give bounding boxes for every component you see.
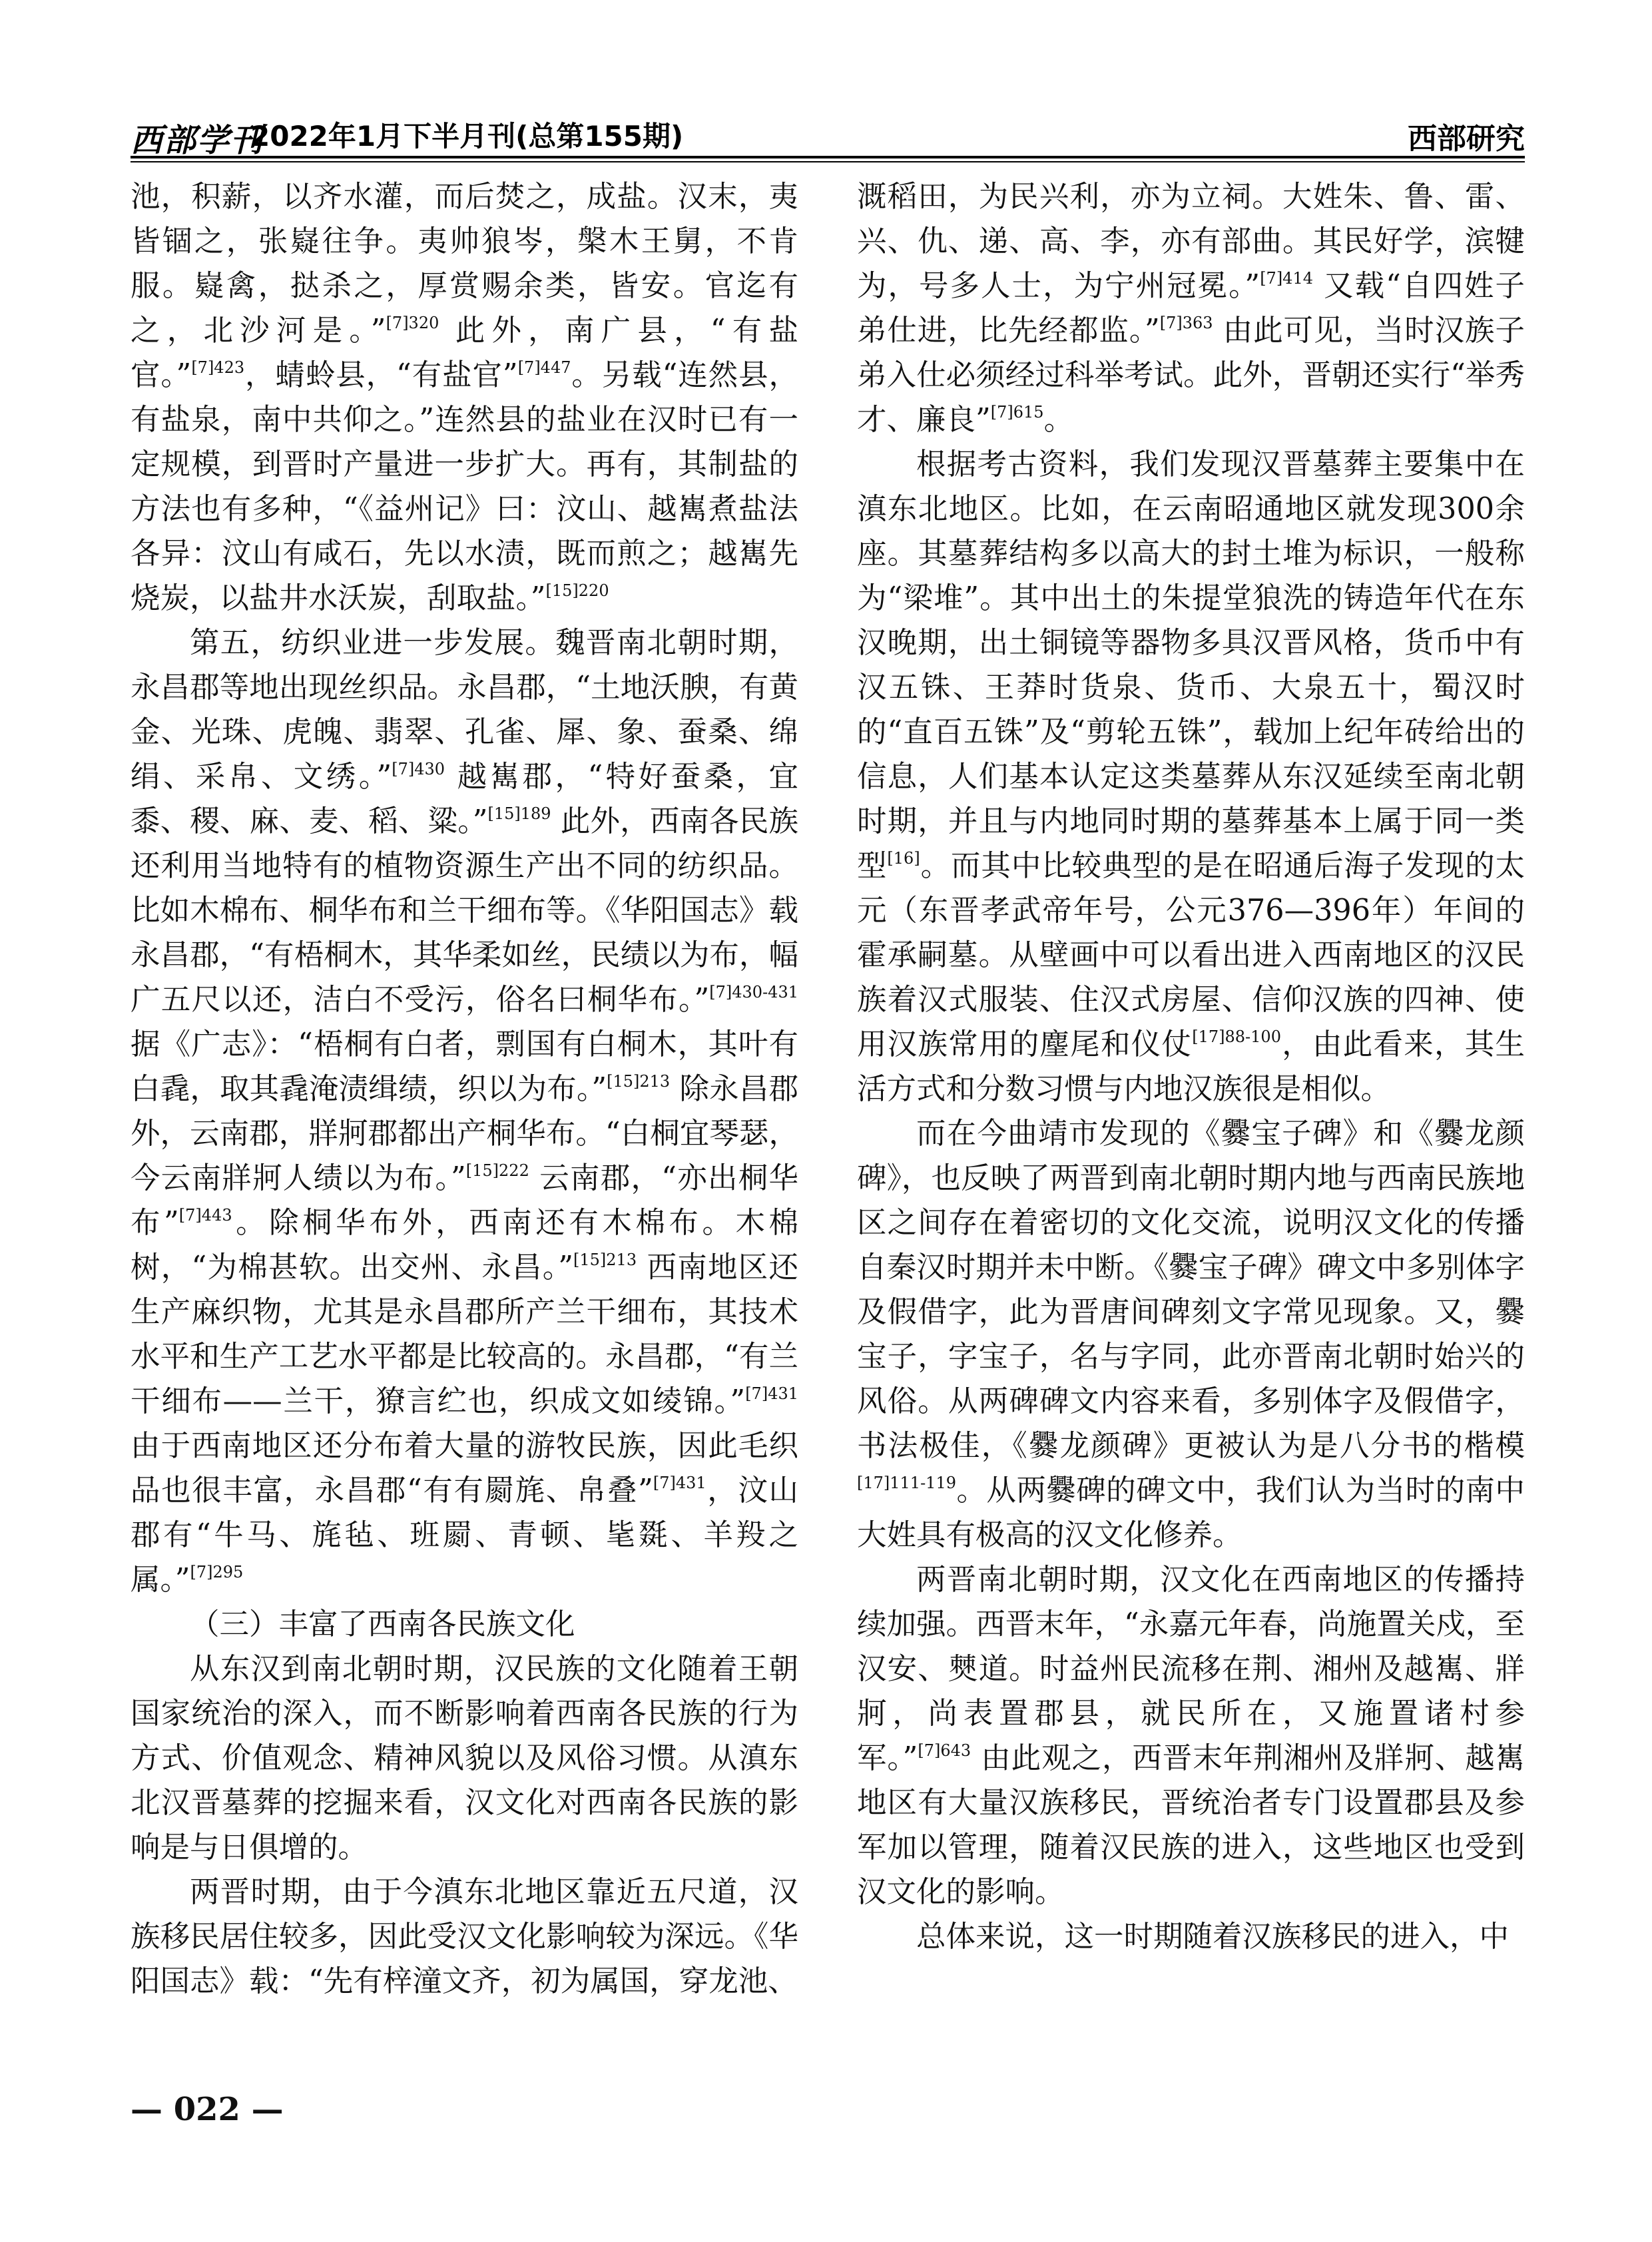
text-run: 两晋时期，由于今滇东北地区靠近五尺道，汉族移民居住较多，因此受汉文化影响较为深远。《华阳国志》载：“先有梓潼文齐，初为属国，穿龙池、 bbox=[131, 1875, 798, 1998]
text-run: 而在今曲靖市发现的《爨宝子碑》和《爨龙颜碑》，也反映了两晋到南北朝时期内地与西南民族地区之间存在着密切的文化交流，说明汉文化的传播自秦汉时期并未中断。《爨宝子碑》碑文中多别体字及假借字，此为晋唐间碑刻文字常见现象。又，爨宝子，字宝子，名与字同，此亦晋南北朝时始兴的风俗。从两碑碑文内容来看，多别体字及假借字，书法极佳，《爨龙颜碑》更被认为是八分书的楷模 bbox=[857, 1117, 1525, 1463]
citation-ref: [15]213 bbox=[573, 1251, 637, 1270]
citation-ref: [15]189 bbox=[487, 804, 551, 824]
text-run: 由此观之，西晋末年荆湘州及牂牁、越嶲地区有大量汉族移民，晋统治者专门设置郡县及参军加以管理，随着汉民族的进入，这些地区也受到汉文化的影响。 bbox=[857, 1741, 1525, 1909]
text-run: 。 bbox=[1043, 403, 1074, 437]
citation-ref: [7]443 bbox=[178, 1206, 232, 1225]
text-run: 。除桐华布外，西南还有木棉布。木棉树，“为棉甚软。出交州、永昌。” bbox=[131, 1206, 798, 1284]
citation-ref: [7]431 bbox=[653, 1474, 706, 1493]
body-paragraph bbox=[857, 1111, 1525, 1557]
citation-ref: [7]643 bbox=[918, 1741, 971, 1761]
journal-logo: 西部学刊 bbox=[131, 122, 264, 159]
section-heading: （三）丰富了西南各民族文化 bbox=[190, 1607, 575, 1641]
citation-ref: [7]363 bbox=[1159, 314, 1213, 333]
body-paragraph bbox=[857, 1914, 1525, 1959]
text-run: 此外，西南各民族还利用当地特有的植物资源生产出不同的纺织品。比如木棉布、桐华布和兰干细布等。《华阳国志》载永昌郡，“有梧桐木，其华柔如丝，民绩以为布，幅广五尺以还，洁白不受污，俗名曰桐华布。” bbox=[131, 804, 798, 1017]
text-run: 越嶲郡，“特好蚕桑，宜黍、稷、麻、麦、稻、粱。” bbox=[131, 760, 798, 838]
text-run: 溉稻田，为民兴利，亦为立祠。大姓朱、鲁、雷、兴、仇、递、高、李，亦有部曲。其民好学，滨犍为，号多人士，为宁州冠冕。” bbox=[857, 180, 1525, 303]
citation-ref: [15]222 bbox=[465, 1161, 529, 1181]
section-title: 西部研究 bbox=[1408, 122, 1525, 156]
text-run: 云南郡，“亦出桐华布” bbox=[131, 1161, 798, 1240]
page-number: — 022 — bbox=[131, 2091, 284, 2128]
text-run: 除永昌郡外，云南郡，牂牁郡都出产桐华布。“白桐宜琴瑟，今云南牂牁人绩以为布。” bbox=[131, 1072, 798, 1195]
text-run: ，汶山郡有“牛马、旄毡、班罽、青顿、毞毲、羊羖之属。” bbox=[131, 1474, 798, 1597]
issue-info: 2022年1月下半月刊(总第155期) bbox=[250, 120, 684, 152]
body-paragraph bbox=[131, 1647, 798, 1870]
text-run: 根据考古资料，我们发现汉晋墓葬主要集中在滇东北地区。比如，在云南昭通地区就发现300余座。其墓葬结构多以高大的封土堆为标识，一般称为“梁堆”。其中出土的朱提堂狼洗的铸造年代在东汉晚期，出土铜镜等器物多具汉晋风格，货币中有汉五铢、王莽时货泉、货币、大泉五十，蜀汉时的“直百五铢”及“剪轮五铢”，载加上纪年砖给出的信息，人们基本认定这类墓葬从东汉延续至南北朝时期，并且与内地同时期的墓葬基本上属于同一类型 bbox=[857, 447, 1525, 883]
body-paragraph bbox=[857, 1557, 1525, 1914]
text-run: ，蜻蛉县，“有盐官” bbox=[244, 358, 518, 392]
body-paragraph bbox=[131, 621, 798, 1602]
text-run: 从东汉到南北朝时期，汉民族的文化随着王朝国家统治的深入，而不断影响着西南各民族的行为方式、价值观念、精神风貌以及风俗习惯。从滇东北汉晋墓葬的挖掘来看，汉文化对西南各民族的影响是与日俱增的。 bbox=[131, 1652, 798, 1864]
body-paragraph bbox=[857, 174, 1525, 442]
citation-ref: [7]447 bbox=[517, 358, 571, 378]
citation-ref: [17]111-119 bbox=[857, 1474, 956, 1493]
text-run: 。而其中比较典型的是在昭通后海子发现的太元（东晋孝武帝年号，公元376—396年）年间的霍承嗣墓。从壁画中可以看出进入西南地区的汉民族着汉式服装、住汉式房屋、信仰汉族的四神、使用汉族常用的麈尾和仪仗 bbox=[857, 849, 1525, 1061]
citation-ref: [7]615 bbox=[990, 403, 1044, 422]
citation-ref: [7]320 bbox=[386, 314, 439, 333]
running-header bbox=[131, 105, 1525, 161]
text-run: 总体来说，这一时期随着汉族移民的进入，中 bbox=[916, 1920, 1510, 1954]
body-paragraph bbox=[857, 442, 1525, 1111]
right-column bbox=[857, 174, 1525, 1959]
header-rule-thick bbox=[131, 156, 1525, 158]
left-column bbox=[131, 174, 798, 2004]
text-run: 。从两爨碑的碑文中，我们认为当时的南中大姓具有极高的汉文化修养。 bbox=[857, 1474, 1525, 1552]
citation-ref: [16] bbox=[887, 849, 920, 868]
citation-ref: [7]295 bbox=[190, 1563, 244, 1582]
citation-ref: [15]220 bbox=[545, 581, 609, 601]
citation-ref: [7]423 bbox=[191, 358, 245, 378]
text-run: 。另载“连然县，有盐泉，南中共仰之。”连然县的盐业在汉时已有一定规模，到晋时产量进一步扩大。再有，其制盐的方法也有多种，“《益州记》曰：汶山、越嶲煮盐法各异：汶山有咸石，先以水渍，既而煎之；越嶲先烧炭，以盐井水沃炭，刮取盐。” bbox=[131, 358, 798, 615]
text-run: 又载“自四姓子弟仕进，比先经都监。” bbox=[857, 269, 1525, 348]
body-paragraph bbox=[131, 174, 798, 621]
citation-ref: [17]88-100 bbox=[1192, 1027, 1281, 1047]
text-run: 池，积薪，以齐水灌，而后焚之，成盐。汉末，夷皆锢之，张嶷往争。夷帅狼岑，槃木王舅，不肯服。嶷禽，挞杀之，厚赏赐余类，皆安。官迄有之，北沙河是。” bbox=[131, 180, 798, 348]
text-run: 由于西南地区还分布着大量的游牧民族，因此毛织品也很丰富，永昌郡“有有罽旄、帛叠” bbox=[131, 1429, 798, 1508]
text-run: 据《广志》：“梧桐有白者，剽国有白桐木，其叶有白毳，取其毳淹渍缉绩，织以为布。” bbox=[131, 1027, 798, 1106]
citation-ref: [7]430 bbox=[392, 760, 445, 779]
citation-ref: [7]430-431 bbox=[709, 983, 798, 1002]
text-run: 西南地区还生产麻织物，尤其是永昌郡所产兰干细布，其技术水平和生产工艺水平都是比较高的。永昌郡，“有兰干细布——兰干，獠言纻也，织成文如绫锦。” bbox=[131, 1251, 798, 1418]
citation-ref: [7]414 bbox=[1260, 269, 1313, 288]
text-run: 两晋南北朝时期，汉文化在西南地区的传播持续加强。西晋末年，“永嘉元年春，尚施置关戍，至汉安、僰道。时益州民流移在荆、湘州及越嶲、牂牁，尚表置郡县，就民所在，又施置诸村参军。” bbox=[857, 1563, 1525, 1775]
citation-ref: [15]213 bbox=[607, 1072, 671, 1091]
text-run: 由此可见，当时汉族子弟入仕必须经过科举考试。此外，晋朝还实行“举秀才、廉良” bbox=[857, 314, 1525, 437]
body-paragraph bbox=[131, 1870, 798, 2004]
citation-ref: [7]431 bbox=[745, 1384, 798, 1404]
text-run: ，由此看来，其生活方式和分数习惯与内地汉族很是相似。 bbox=[857, 1027, 1525, 1106]
header-rule-thin bbox=[131, 161, 1525, 162]
text-run: 第五，纺织业进一步发展。魏晋南北朝时期，永昌郡等地出现丝织品。永昌郡，“土地沃腴，有黄金、光珠、虎魄、翡翠、孔雀、犀、象、蚕桑、绵绢、采帛、文绣。” bbox=[131, 626, 798, 794]
text-run: 此外，南广县，“有盐官。” bbox=[131, 314, 798, 392]
